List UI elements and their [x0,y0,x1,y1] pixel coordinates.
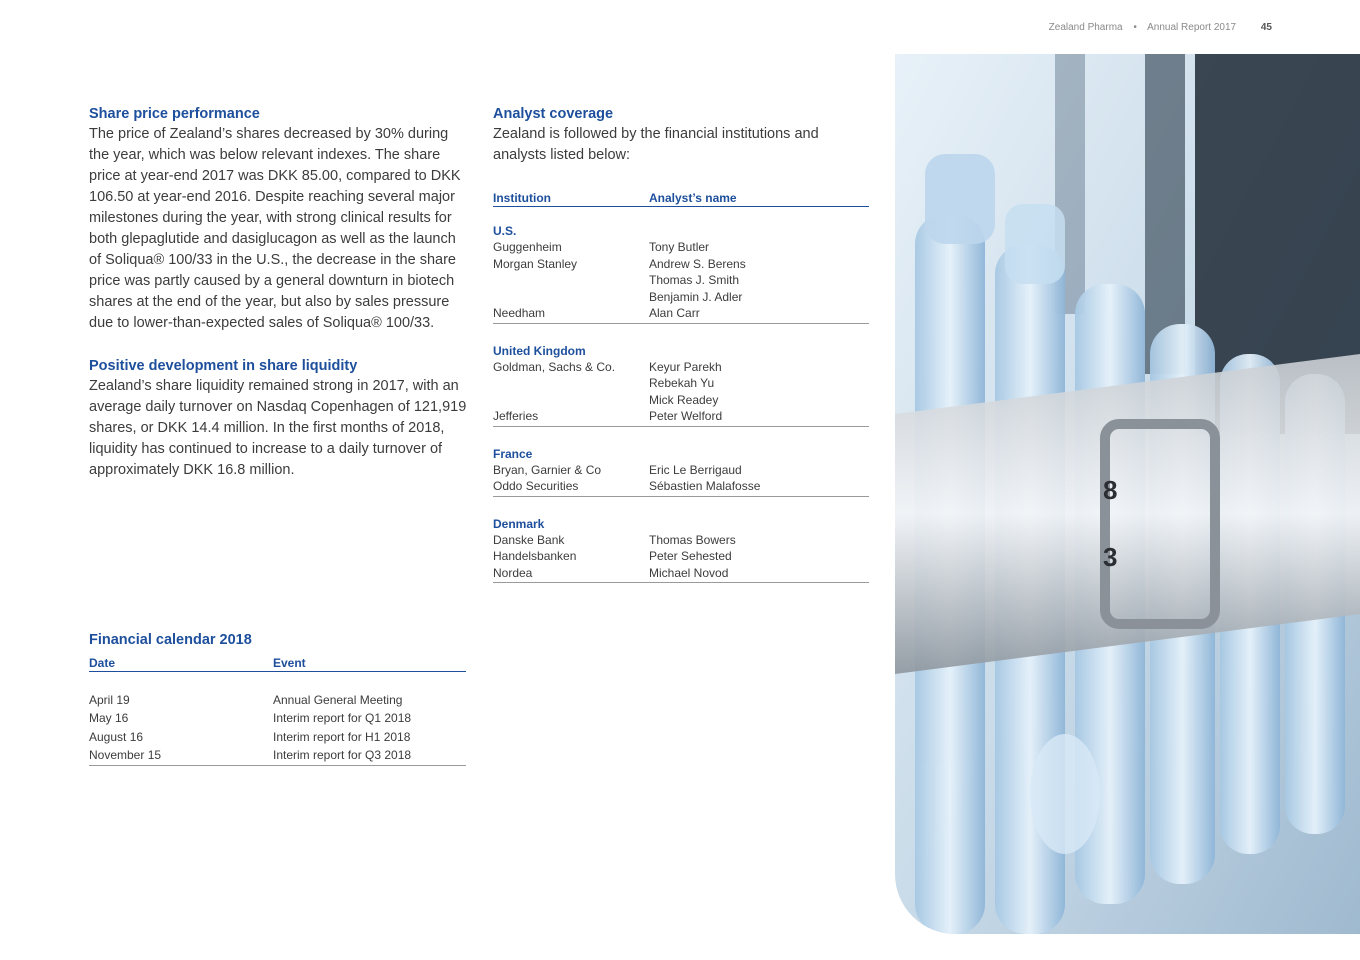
analyst-name: Alan Carr [649,306,700,320]
calendar-table-header [89,656,466,672]
analyst-row [493,408,869,425]
liquidity-body: Zealand’s share liquidity remained strong in 2017, with an average daily turnover on Nasdaq Copenhagen of 121,919 shares, or DKK 14.4 million. In the first months of 2018, liquidity has continued to increase to a daily turnover of approximately DKK 16.8 million. [89,378,467,478]
share-price-heading: Share price performance [89,106,260,122]
analyst-row [493,256,869,306]
calendar-row [89,746,466,764]
analyst-row [493,565,869,582]
analyst-group [493,516,869,584]
page-number: 45 [1260,22,1272,33]
analyst-group [493,446,869,497]
institution-name: Guggenheim [493,240,562,254]
analyst-names [649,478,869,495]
institution-name: Handelsbanken [493,549,577,563]
analyst-name: Eric Le Berrigaud [649,462,742,477]
analyst-coverage-heading: Analyst coverage [493,106,614,122]
calendar-date: May 16 [89,711,129,726]
analyst-coverage-intro: Zealand is followed by the financial institutions and analysts listed below: [493,126,819,163]
lab-tubes-illustration [895,54,1360,934]
analyst-names [649,532,869,549]
analyst-names [649,548,869,565]
institution-name: Needham [493,306,546,320]
calendar-date: November 15 [89,747,162,762]
analyst-name: Michael Novod [649,565,729,580]
calendar-event: Interim report for H1 2018 [273,729,411,744]
analyst-table-header [493,191,869,207]
analyst-group-region: France [493,446,533,461]
calendar-table-body [89,691,466,766]
calendar-date: August 16 [89,729,144,744]
calendar-event: Interim report for Q1 2018 [273,711,412,726]
calendar-row [89,691,466,709]
col-date: Date [89,656,116,670]
analyst-name: Benjamin J. Adler [649,289,743,304]
analyst-table-body [493,223,869,583]
col-analyst: Analyst’s name [649,191,737,205]
analyst-group-region: U.S. [493,224,517,238]
analyst-name: Sébastien Malafosse [649,479,761,493]
institution-name: Nordea [493,565,533,580]
analyst-name: Mick Readey [649,392,719,407]
analyst-group [493,343,869,427]
institution-name: Oddo Securities [493,479,579,493]
share-price-body: The price of Zealand’s shares decreased by 30% during the year, which was below relevant indexes. The share price at year-end 2017 was DKK 85.00, compared to DKK 106.50 at year-end 2016. Despite reaching several major milestones during the year, with strong clinical results for both glepaglutide and dasiglucagon as well as the launch of Soliqua® 100/33 in the U.S., the decrease in the share price was partly caused by a general downturn in biotech shares at the end of the year, but also by sales pressure due to lower-than-expected sales of Soliqua® 100/33. [89,126,461,331]
col-event: Event [273,656,306,670]
institution-name: Jefferies [493,409,539,423]
left-column [89,106,469,481]
report-title: Annual Report 2017 [1147,22,1237,33]
calendar-date: April 19 [89,693,130,707]
analyst-names [649,305,869,322]
page-header [1049,22,1272,33]
analyst-name: Peter Welford [649,409,723,423]
analyst-names [649,239,869,256]
tube-number-3: 3 [1103,542,1118,572]
col-institution: Institution [493,191,551,205]
calendar-event: Interim report for Q3 2018 [273,747,412,762]
financial-calendar-section [89,632,466,766]
analyst-names [649,565,869,582]
analyst-group-region: United Kingdom [493,343,586,358]
calendar-row [89,728,466,746]
analyst-name: Andrew S. Berens [649,256,746,271]
tube-number-8: 8 [1103,475,1118,505]
analyst-names [649,256,869,306]
header-separator: • [1133,22,1137,33]
analyst-names [649,462,869,479]
analyst-group-region: Denmark [493,516,545,531]
analyst-group [493,223,869,324]
institution-name: Morgan Stanley [493,256,578,271]
lab-tubes-photo [895,54,1360,934]
analyst-row [493,548,869,565]
calendar-event: Annual General Meeting [273,693,403,707]
analyst-name: Thomas J. Smith [649,273,740,287]
analyst-row [493,305,869,322]
analyst-names [649,408,869,425]
analyst-row [493,462,869,479]
financial-calendar-heading: Financial calendar 2018 [89,632,252,648]
analyst-name: Keyur Parekh [649,359,722,374]
liquidity-heading: Positive development in share liquidity [89,358,358,374]
analyst-row [493,359,869,409]
analyst-row [493,478,869,495]
analyst-name: Tony Butler [649,240,710,254]
analyst-name: Peter Sehested [649,549,732,563]
analyst-row [493,532,869,549]
institution-name: Goldman, Sachs & Co. [493,359,616,374]
institution-name: Bryan, Garnier & Co [493,462,602,477]
analyst-row [493,239,869,256]
calendar-row [89,709,466,727]
institution-name: Danske Bank [493,532,565,547]
analyst-name: Rebekah Yu [649,376,715,390]
company-name: Zealand Pharma [1048,22,1123,33]
analyst-names [649,359,869,409]
analyst-name: Thomas Bowers [649,532,736,547]
analyst-coverage-section [493,106,869,583]
